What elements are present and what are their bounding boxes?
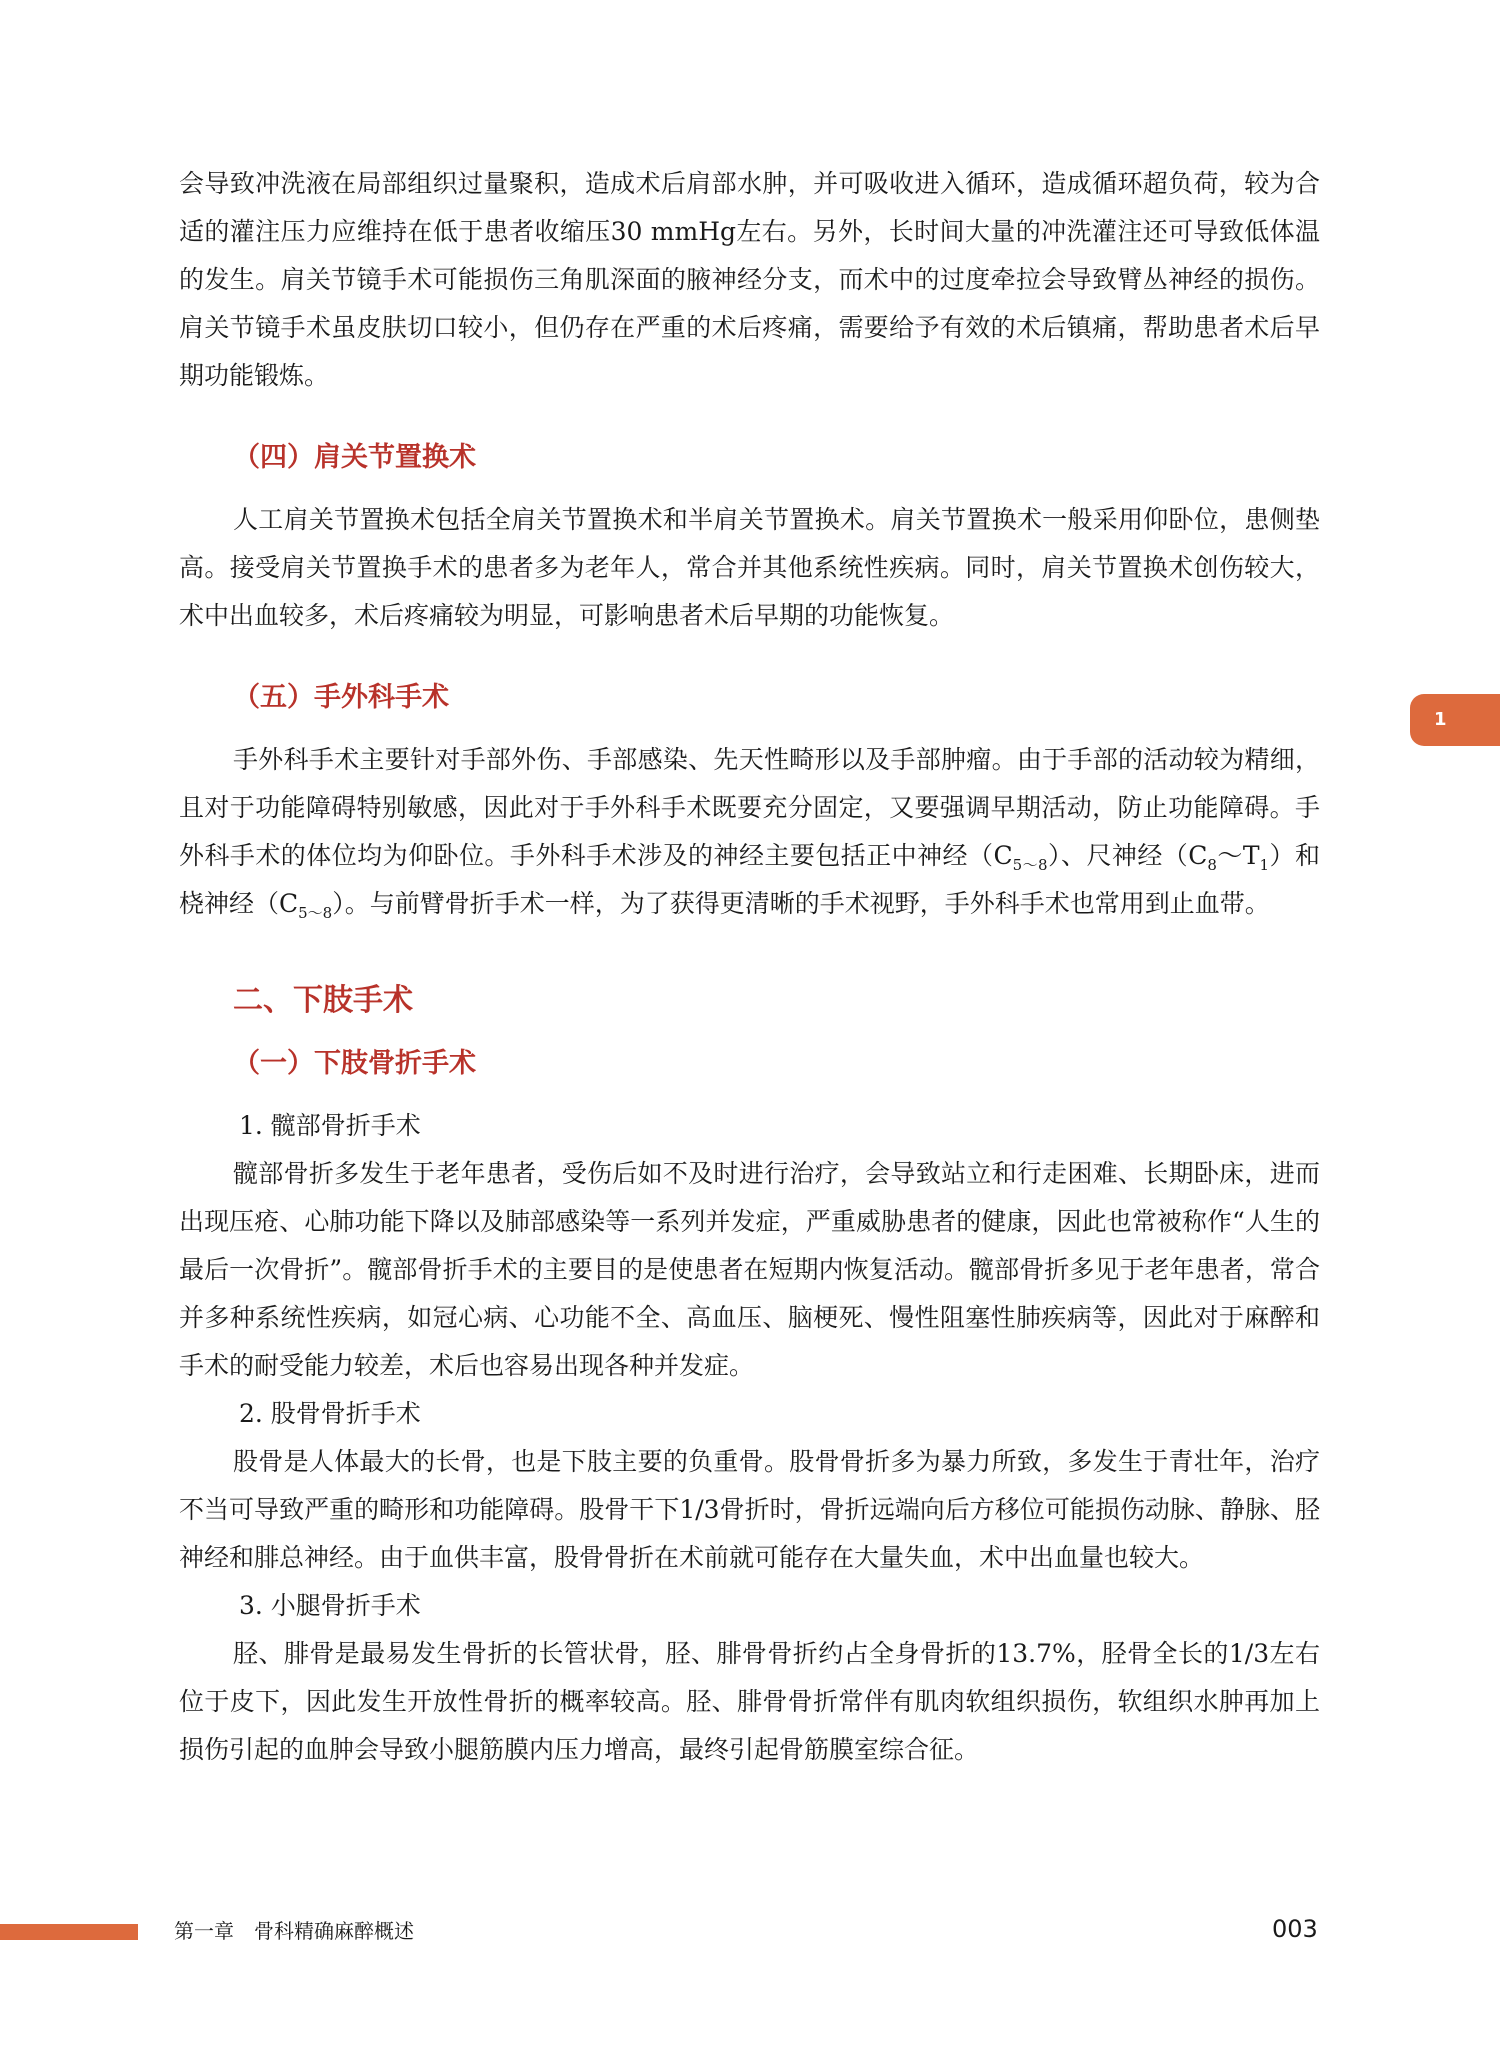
page-number: 003 <box>1272 1915 1318 1943</box>
text-segment: ～T <box>1216 841 1260 870</box>
heading-lower-limb-surgery: 二、下肢手术 <box>233 983 413 1018</box>
heading-lower-limb-fracture: （一）下肢骨折手术 <box>233 1048 476 1079</box>
subscript: 8 <box>1207 856 1217 874</box>
text-segment: 手外科手术主要针对手部外伤、手部感染、先天性畸形以及手部肿瘤。由于手部的活动较为精细，且对于功能障碍特别敏感，因此对于手外科手术既要充分固定，又要强调早期活动，防止功能障碍。手外科手术的体位均为仰卧位。手外科手术涉及的神经主要包括正中神经（C <box>179 745 1320 870</box>
paragraph-femur-fracture: 股骨是人体最大的长骨，也是下肢主要的负重骨。股骨骨折多为暴力所致，多发生于青壮年，治疗不当可导致严重的畸形和功能障碍。股骨干下1/3骨折时，骨折远端向后方移位可能损伤动脉、静脉、胫神经和腓总神经。由于血供丰富，股骨骨折在术前就可能存在大量失血，术中出血量也较大。 <box>179 1447 1320 1572</box>
chapter-tab: 1 <box>1410 694 1500 746</box>
paragraph-leg-fracture: 胫、腓骨是最易发生骨折的长管状骨，胫、腓骨骨折约占全身骨折的13.7%，胫骨全长的1/3左右位于皮下，因此发生开放性骨折的概率较高。胫、腓骨骨折常伴有肌肉软组织损伤，软组织水肿再加上损伤引起的血肿会导致小腿筋膜内压力增高，最终引起骨筋膜室综合征。 <box>179 1639 1320 1764</box>
page-body <box>179 160 1320 1774</box>
heading-hand-surgery: （五）手外科手术 <box>233 682 449 713</box>
paragraph-shoulder-replacement: 人工肩关节置换术包括全肩关节置换术和半肩关节置换术。肩关节置换术一般采用仰卧位，患侧垫高。接受肩关节置换手术的患者多为老年人，常合并其他系统性疾病。同时，肩关节置换术创伤较大，术中出血较多，术后疼痛较为明显，可影响患者术后早期的功能恢复。 <box>179 505 1320 630</box>
paragraph-hip-fracture: 髋部骨折多发生于老年患者，受伤后如不及时进行治疗，会导致站立和行走困难、长期卧床，进而出现压疮、心肺功能下降以及肺部感染等一系列并发症，严重威胁患者的健康，因此也常被称作“人生的最后一次骨折”。髋部骨折手术的主要目的是使患者在短期内恢复活动。髋部骨折多见于老年患者，常合并多种系统性疾病，如冠心病、心功能不全、高血压、脑梗死、慢性阻塞性肺疾病等，因此对于麻醉和手术的耐受能力较差，术后也容易出现各种并发症。 <box>179 1159 1320 1380</box>
text-segment: ）。与前臂骨折手术一样，为了获得更清晰的手术视野，手外科手术也常用到止血带。 <box>332 889 1270 918</box>
subscript: 1 <box>1259 856 1270 874</box>
subheading-femur-fracture: 2. 股骨骨折手术 <box>239 1399 421 1428</box>
footer-chapter-title: 第一章 骨科精确麻醉概述 <box>174 1919 414 1943</box>
text-segment: ）、尺神经（C <box>1047 841 1208 870</box>
subheading-leg-fracture: 3. 小腿骨折手术 <box>239 1591 421 1620</box>
subscript: 5～8 <box>298 904 333 922</box>
heading-shoulder-replacement: （四）肩关节置换术 <box>233 442 476 473</box>
paragraph-hand-surgery <box>179 736 1320 928</box>
subscript: 5～8 <box>1012 856 1048 874</box>
text-segment: ）和桡神经（C <box>179 841 1320 918</box>
subheading-hip-fracture: 1. 髋部骨折手术 <box>239 1111 421 1140</box>
paragraph-shoulder-arthroscopy: 会导致冲洗液在局部组织过量聚积，造成术后肩部水肿，并可吸收进入循环，造成循环超负荷，较为合适的灌注压力应维持在低于患者收缩压30 mmHg左右。另外，长时间大量的冲洗灌注还可导致低体温的发生。肩关节镜手术可能损伤三角肌深面的腋神经分支，而术中的过度牵拉会导致臂丛神经的损伤。肩关节镜手术虽皮肤切口较小，但仍存在严重的术后疼痛，需要给予有效的术后镇痛，帮助患者术后早期功能锻炼。 <box>179 169 1320 390</box>
footer-accent-bar <box>0 1924 138 1940</box>
